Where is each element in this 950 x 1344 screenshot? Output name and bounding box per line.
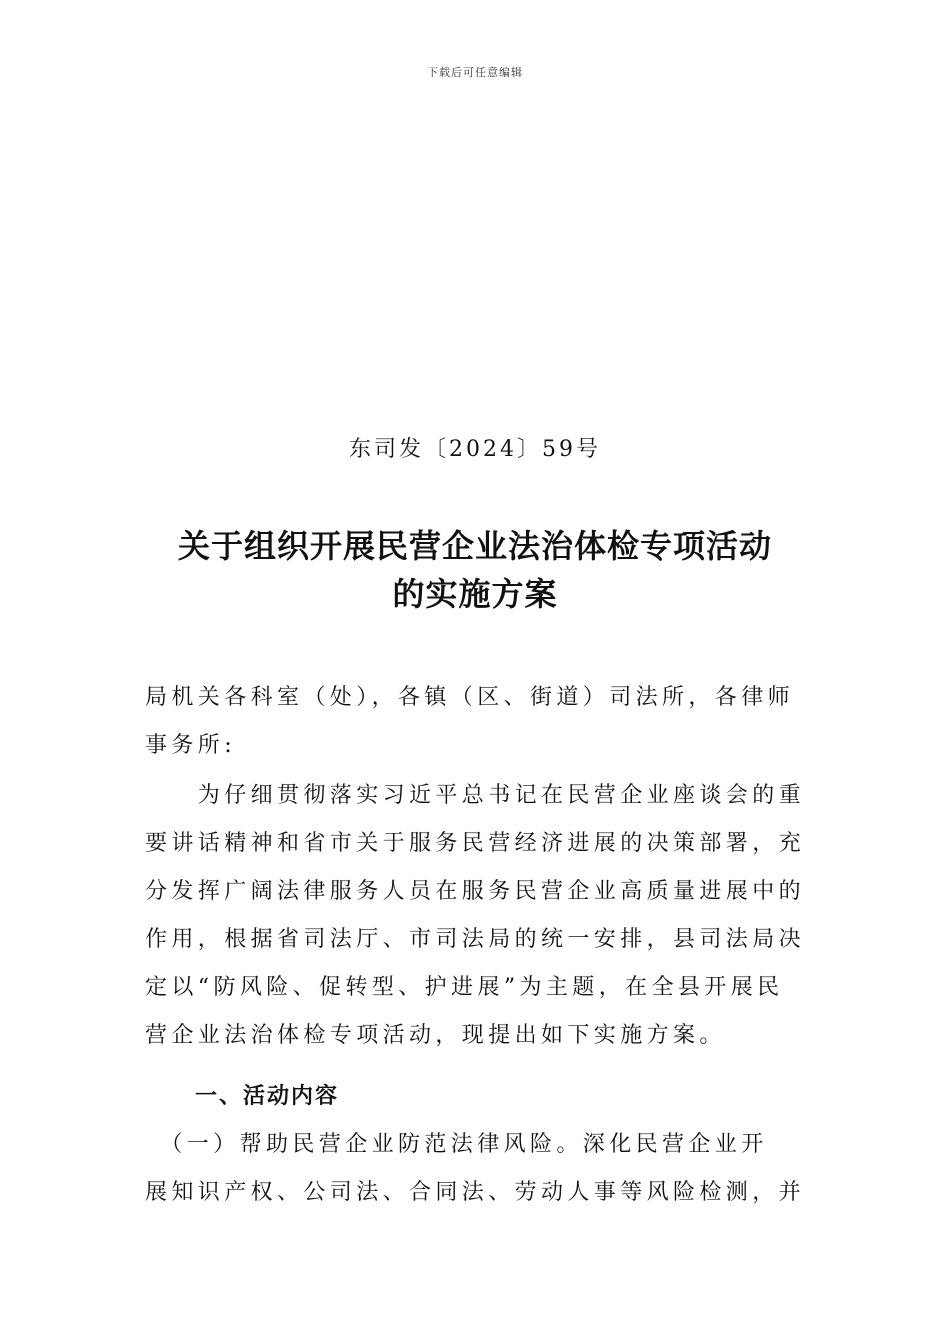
paragraph-line: （一）帮助民营企业防范法律风险。深化民营企业开 xyxy=(145,1132,768,1157)
section-paragraph xyxy=(145,1121,810,1217)
paragraph-line: 定以“防风险、促转型、护进展”为主题，在全县开展民 xyxy=(145,975,784,1000)
paragraph-line: 分发挥广阔法律服务人员在服务民营企业高质量进展中的 xyxy=(145,879,806,904)
paragraph-line: 作用，根据省司法厅、市司法局的统一安排，县司法局决 xyxy=(145,927,806,952)
paragraph-line: 要讲话精神和省市关于服务民营经济进展的决策部署，充 xyxy=(145,831,806,856)
recipient-block xyxy=(145,674,810,770)
paragraph-line: 营企业法治体检专项活动，现提出如下实施方案。 xyxy=(145,1023,726,1048)
title-line: 关于组织开展民营企业法治体检专项活动 xyxy=(177,527,772,565)
header-note: 下载后可任意编辑 xyxy=(427,66,523,79)
paragraph-line: 展知识产权、公司法、合同法、劳动人事等风险检测，并 xyxy=(145,1180,806,1205)
document-title xyxy=(0,522,950,618)
recipient-line: 局机关各科室（处），各镇（区、街道）司法所，各律师 xyxy=(145,685,795,710)
section-heading: 一、活动内容 xyxy=(195,1084,340,1109)
recipient-line: 事务所: xyxy=(145,733,237,758)
paragraph-line: 为仔细贯彻落实习近平总书记在民营企业座谈会的重 xyxy=(145,783,806,808)
document-number: 东司发〔2024〕59号 xyxy=(349,437,601,462)
title-line: 的实施方案 xyxy=(392,575,558,613)
intro-paragraph xyxy=(145,772,810,1060)
